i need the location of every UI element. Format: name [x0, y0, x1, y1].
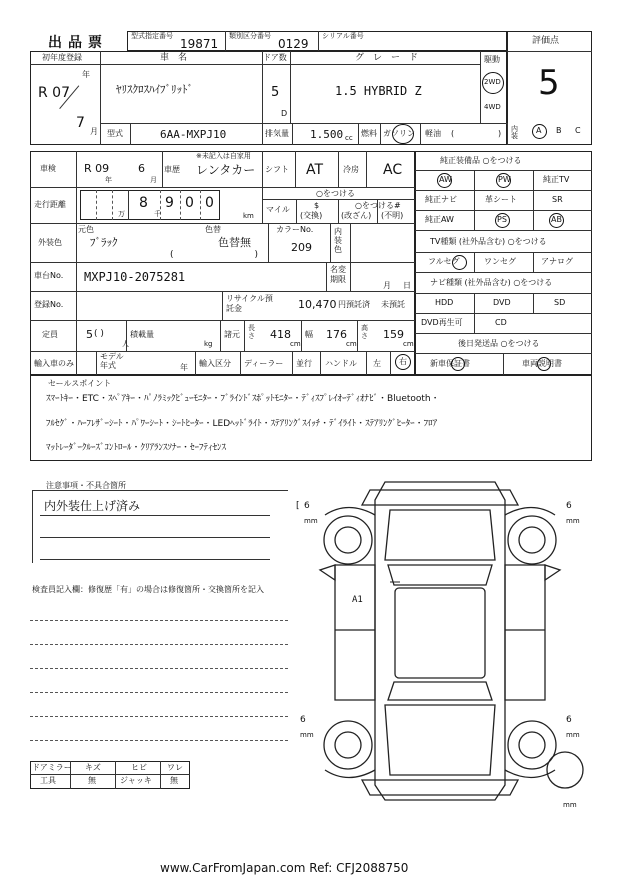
equip-pw: PW — [498, 175, 511, 184]
warranty-circle — [451, 357, 465, 371]
serial-label: シリアル番号 — [322, 32, 364, 40]
equip-genuine-aw: 純正AW — [425, 215, 454, 224]
displacement-unit: cc — [345, 134, 353, 142]
exchange-label: (交換) — [300, 211, 323, 220]
load-label: 積載量 — [130, 330, 154, 339]
displacement-label: 排気量 — [265, 129, 289, 138]
sales-line-2: ﾌﾙｾｸﾞ・ﾊｰﾌﾚｻﾞｰｼｰﾄ・ﾊﾟﾜｰｼｰﾄ・ｼｰﾄﾋｰﾀｰ・LEDﾍｯﾄﾞﾗｲﾄ・ｽﾃｱﾘﾝｸﾞｽｲｯﾁ・ﾃﾞｲﾗｲﾄ・ｽﾃｱﾘﾝｸﾞﾋｰﾀｰ・ﾌﾛｱ — [46, 419, 438, 429]
equip-navi: 純正ナビ — [425, 195, 457, 204]
tools-h4: ワレ — [167, 763, 183, 772]
car-name: ﾔﾘｽｸﾛｽﾊｲﾌﾞﾘｯﾄﾞ — [116, 83, 193, 96]
tools-v3: ジャッキ — [120, 776, 152, 785]
hash-sign: # — [394, 201, 401, 210]
footer-ref: www.CarFromJapan.com Ref: CFJ2088750 — [160, 861, 409, 875]
tv-type-title: TV種類 (社外品含む) ○をつける — [430, 237, 547, 246]
doors-value: 5 — [271, 85, 280, 100]
tools-h3: ヒビ — [131, 763, 147, 772]
model-year-label: モデル年式 — [100, 352, 124, 370]
recycle-status: 円預託済 — [338, 300, 370, 309]
color-paren: ( ) — [170, 250, 259, 260]
tire-fl-unit: mm — [304, 517, 318, 525]
sales-label: セールスポイント — [48, 379, 112, 388]
capacity-paren: ( ) — [94, 329, 104, 339]
interior-a: A — [536, 126, 542, 135]
orig-color-label: 元色 — [78, 225, 94, 234]
chassis-label: 車台No. — [34, 271, 64, 280]
mileage-label: 走行距離 — [34, 200, 66, 209]
model-label: 型式 — [107, 129, 123, 138]
ac-label: 冷房 — [343, 165, 359, 174]
fuel-label: 燃料 — [361, 129, 377, 138]
width-unit: cm — [346, 340, 357, 348]
shift-label: シフト — [265, 165, 289, 174]
model-year-unit: 年 — [180, 363, 188, 372]
fuel-paren-open: ( — [451, 129, 455, 138]
recycle-label: リサイクル預託金 — [226, 294, 273, 313]
sales-line-3: ﾏｯﾄﾚｰﾀﾞｰｸﾙｰｽﾞｺﾝﾄﾛｰﾙ・ｸﾘｱﾗﾝｽｿﾅｰ・ｾｰﾌﾃｨｾﾝｽ — [46, 443, 227, 453]
navi-type-title: ナビ種類 (社外品含む) ○をつける — [430, 278, 553, 287]
height-label: 高さ — [361, 324, 368, 340]
recycle-value: 10,470 — [298, 298, 337, 311]
mileage-digit-4: 0 — [205, 195, 214, 211]
mile-label: マイル — [266, 205, 290, 214]
tire-rl-unit: mm — [300, 731, 314, 739]
equipment-title: 純正装備品 ○をつける — [440, 156, 522, 165]
int-color-label: 内装色 — [334, 227, 342, 254]
ac-value: AC — [383, 162, 403, 178]
fuel-paren-close: ) — [498, 129, 502, 138]
tv-analog: アナログ — [541, 257, 573, 266]
equip-aw: AW — [439, 175, 452, 184]
person-unit: 人 — [122, 340, 129, 348]
drive-label: 駆動 — [484, 55, 500, 64]
navi-dvd: DVD — [493, 298, 511, 307]
doors-suffix: D — [281, 109, 288, 118]
dims-label: 諸元 — [224, 330, 240, 339]
tamper-mark: ○をつける — [355, 201, 394, 210]
mileage-digit-3: 0 — [185, 195, 194, 211]
capacity-label: 定員 — [42, 330, 58, 339]
inspection-month: 6 — [138, 162, 145, 175]
type-approval-no: 19871 — [180, 37, 219, 51]
tools-v2: 無 — [88, 776, 96, 785]
kg-unit: kg — [204, 340, 213, 348]
page-title: 出品票 — [48, 35, 108, 51]
inspection-era: R 09 — [84, 162, 110, 175]
color-value: ﾌﾞﾗｯｸ — [90, 236, 118, 249]
shift-value: AT — [306, 162, 324, 178]
inspection-year-unit: 年 — [105, 176, 112, 184]
tv-fullseg: フルセグ — [428, 257, 460, 266]
equip-sr: SR — [552, 195, 563, 204]
drive-4wd: 4WD — [484, 103, 501, 111]
type-approval-label: 型式指定番号 — [131, 32, 173, 40]
inspector-label: 検査員記入欄：修復歴「有」の場合は修復箇所・交換箇所を記入 — [32, 585, 264, 594]
name-change-month: 月 — [383, 281, 391, 290]
car-name-label: 車 名 — [160, 53, 188, 63]
interior-label: 内装 — [511, 125, 518, 140]
registration-label: 登録No. — [34, 300, 64, 309]
dollar-sign: $ — [314, 201, 320, 210]
tools-h1: ドアミラー — [32, 763, 72, 772]
height-unit: cm — [403, 340, 414, 348]
capacity-value: 5 — [86, 328, 93, 341]
spare-tire-unit: mm — [563, 801, 577, 809]
navi-dvd-player: DVD再生可 — [421, 318, 463, 327]
tire-fr-unit: mm — [566, 517, 580, 525]
navi-cd: CD — [495, 318, 507, 327]
tire-fr-depth: 6 — [566, 501, 572, 511]
model-value: 6AA-MXPJ10 — [160, 128, 227, 141]
manual-circle — [537, 357, 551, 371]
color-label: 外装色 — [38, 238, 62, 247]
tools-h2: キズ — [85, 763, 101, 772]
width-label: 幅 — [305, 330, 313, 339]
equip-tv: 純正TV — [543, 175, 570, 184]
name-change-day: 日 — [403, 281, 411, 290]
length-label: 長さ — [248, 324, 255, 340]
km-unit: km — [243, 212, 254, 220]
doors-label: ドア数 — [263, 53, 287, 62]
damage-code: A1 — [352, 595, 363, 605]
import-parallel: 並行 — [296, 359, 312, 368]
sales-line-1: ｽﾏｰﾄｷｰ・ETC・ｽﾍﾟｱｷｰ・ﾊﾟﾉﾗﾐｯｸﾋﾞｭｰﾓﾆﾀｰ・ﾌﾞﾗｲﾝﾄﾞｽﾎﾟｯﾄﾓﾆﾀｰ・ﾃﾞｨｽﾌﾟﾚｲｵｰﾃﾞｨｵﾅﾋﾞ・Bluetooth・ — [46, 394, 440, 404]
later-title: 後日発送品 ○をつける — [458, 339, 540, 348]
grade-value: 1.5 HYBRID Z — [335, 84, 422, 98]
tire-rr-unit: mm — [566, 731, 580, 739]
first-reg-month: 7 — [76, 115, 85, 131]
fuel-diesel: 軽油 — [425, 129, 441, 138]
drive-2wd: 2WD — [484, 78, 501, 86]
colorno-label: カラーNo. — [276, 225, 314, 234]
year-unit: 年 — [82, 70, 90, 79]
first-reg-label: 初年度登録 — [42, 53, 82, 62]
later-manual: 車両説明書 — [522, 359, 562, 368]
sen-unit: 千 — [154, 210, 161, 218]
month-unit: 月 — [90, 127, 98, 136]
tire-rr-depth: 6 — [566, 715, 572, 725]
chassis-value: MXPJ10-2075281 — [84, 270, 186, 284]
handle-label: ハンドル — [325, 359, 357, 368]
evaluation-score: 5 — [538, 63, 560, 103]
fuel-gasoline: ガソリン — [383, 129, 415, 138]
fuel-gasoline-circle — [392, 124, 414, 144]
category-no: 0129 — [278, 37, 309, 51]
category-label: 類別区分番号 — [229, 32, 271, 40]
history-value: レンタカー — [196, 163, 256, 177]
tools-v1: 工具 — [40, 776, 56, 785]
mileage-box — [80, 190, 220, 220]
width-value: 176 — [326, 328, 347, 341]
equip-leather: 革シート — [485, 195, 517, 204]
mileage-mark-hint: ○をつける — [316, 189, 355, 198]
mileage-digit-1: 8 — [139, 195, 148, 211]
equip-ps: PS — [497, 215, 507, 224]
color-change-label: 色替 — [205, 225, 221, 234]
displacement-value: 1.500 — [310, 128, 344, 141]
notes-label: 注意事項・不具合箇所 — [46, 481, 126, 490]
evaluation-label: 評価点 — [532, 36, 560, 46]
history-label: 車歴 — [164, 165, 180, 174]
tire-fl-open: [ — [296, 501, 300, 511]
tire-fl-depth: 6 — [304, 501, 310, 511]
car-diagram — [290, 470, 600, 810]
interior-c: C — [575, 126, 581, 135]
later-warranty: 新車保証書 — [430, 359, 470, 368]
navi-hdd: HDD — [435, 298, 454, 307]
import-type-label: 輸入区分 — [199, 359, 231, 368]
inspection-label: 車検 — [40, 164, 56, 173]
tools-v4: 無 — [170, 776, 178, 785]
interior-b: B — [556, 126, 562, 135]
man-unit: 万 — [118, 210, 125, 218]
colorno-value: 209 — [291, 241, 312, 254]
mileage-digit-2: 9 — [165, 195, 174, 211]
unknown-label: (不明) — [381, 211, 404, 220]
length-value: 418 — [270, 328, 291, 341]
name-change-label: 名変期限 — [330, 265, 346, 284]
tamper-label: (改ざん) — [341, 211, 372, 220]
color-change-value: 色替無 — [218, 236, 251, 249]
first-reg-era: R 07 — [38, 85, 70, 101]
notes-line-1: 内外装仕上げ済み — [44, 499, 141, 513]
height-value: 159 — [383, 328, 404, 341]
navi-sd: SD — [554, 298, 566, 307]
inspection-month-unit: 月 — [150, 176, 157, 184]
import-label: 輸入車のみ — [34, 359, 74, 368]
handle-right: 右 — [399, 357, 407, 366]
recycle-not: 未預託 — [381, 300, 405, 309]
handle-left: 左 — [373, 359, 381, 368]
import-dealer: ディーラー — [244, 359, 284, 368]
length-unit: cm — [290, 340, 301, 348]
grade-label: グ レ ー ド — [355, 53, 419, 63]
history-note: ※未記入は自家用 — [196, 152, 251, 160]
equip-ab: AB — [551, 215, 562, 224]
tire-rl-depth: 6 — [300, 715, 306, 725]
tv-oneseg: ワンセグ — [484, 257, 516, 266]
fullseg-circle — [452, 255, 467, 270]
